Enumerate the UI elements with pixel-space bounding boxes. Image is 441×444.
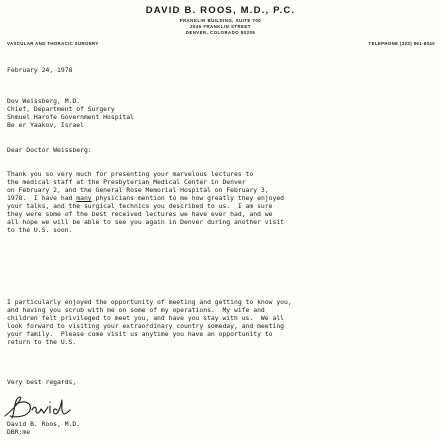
paragraph2-line: your family. Please come visit us anytime you have an opportunity to [7,330,273,338]
paragraph1-line: the medical staff at the Presbyterian Medical Center in Denver [7,178,246,186]
paragraph2-line: children felt privileged to meet you, and have you stay with us. We all [7,314,285,322]
paragraph2-line: and having you scrub with me on some of my operations. My wife and [7,306,265,314]
salutation: Dear Doctor Weissberg: [7,146,92,154]
paragraph1-line: Thank you so very much for presenting your marvelous lectures to [7,170,254,178]
recipient-title: Chief, Department of Surgery [7,105,115,113]
letter-date: February 24, 1978 [7,66,73,74]
recipient-hospital: Shmuel Harofe Government Hospital [7,113,134,121]
paragraph1-line4-after: physicians mention to me how greatly they enjoyed [91,194,285,202]
signer-name: David B. Roos, M.D. [7,420,81,428]
letterhead-address-line2: 2045 FRANKLIN STREET [190,24,251,29]
paragraph1-line: they were some of the best received lectures we have ever had, and we [7,210,273,218]
typist-initials: DBR:me [7,428,31,436]
letterhead-address-line3: DENVER, COLORADO 80205 [185,30,256,35]
letterhead-address-line1: FRANKLIN BUILDING, SUITE 700 [179,18,262,23]
paragraph1-line: to the U.S. soon. [7,226,73,234]
letterhead-specialty: VASCULAR AND THORACIC SURGERY [7,41,99,46]
paragraph1-line: all hope we will be able to see you again in Denver during another visit [7,218,285,226]
paragraph1-line: your talks, and the surgical technics you described to us. I am sure [7,202,273,210]
letterhead-telephone: TELEPHONE (303) 861-8040 [368,41,435,46]
emphasized-word: many [76,194,92,202]
paragraph1-line [7,194,284,202]
recipient-name: Dov Weissberg, M.D. [7,97,81,105]
letterhead-name: DAVID B. ROOS, M.D., P.C. [145,5,296,16]
paragraph1-line4-before: 1978. I have had [7,194,77,202]
closing: Very best regards, [7,378,77,386]
paragraph2-line: look forward to visiting your extraordinary country someday, and meeting [7,322,285,330]
paragraph1-line: on February 2, and the General Rose Memorial Hospital on February 3, [7,186,269,194]
recipient-location: Be er Yaakov, Israel [7,121,84,129]
paragraph2-line: I particularly enjoyed the opportunity of meeting and getting to know you, [7,298,292,306]
paragraph2-line: return to the U.S. [7,338,77,346]
handwritten-signature [2,392,72,422]
